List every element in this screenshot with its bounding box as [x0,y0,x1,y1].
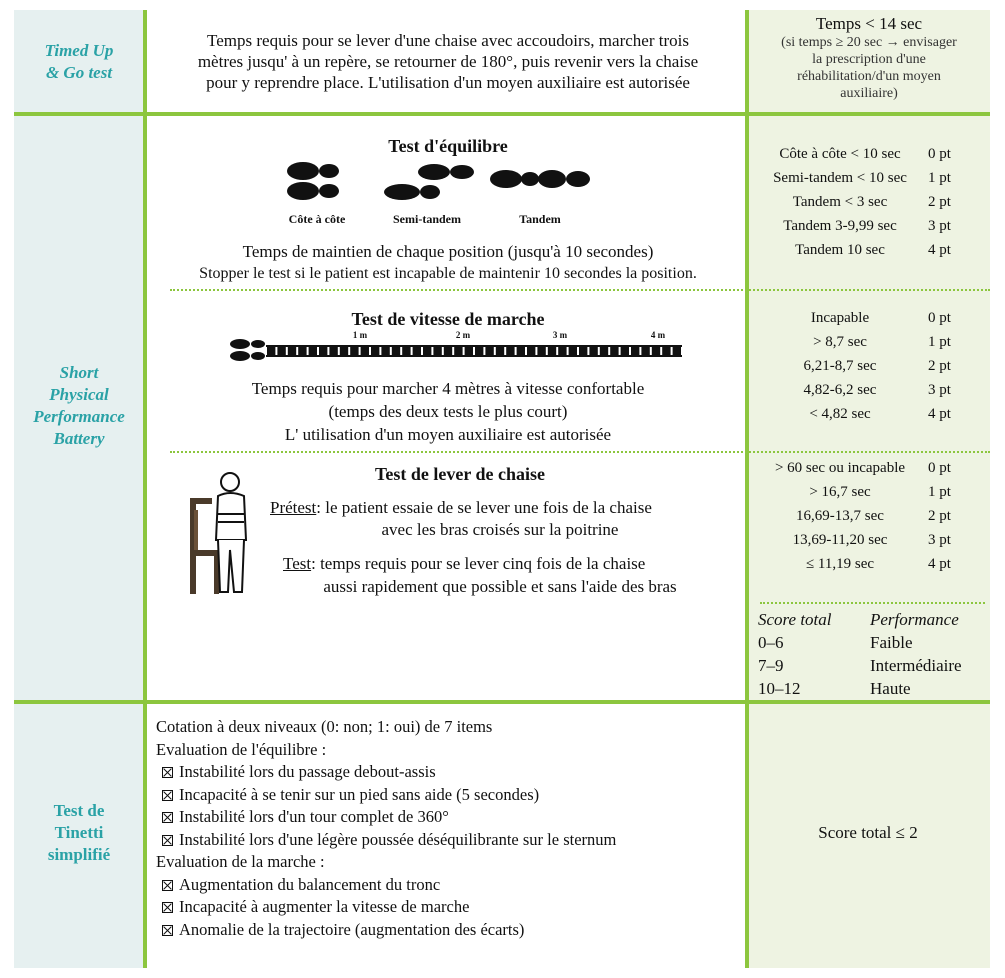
score-criterion: 6,21-8,7 sec [803,358,877,374]
tinetti-balance-heading: Evaluation de l'équilibre : [156,739,327,759]
score-criterion: 16,69-13,7 sec [796,508,884,524]
score-criterion: > 16,7 sec [809,484,871,500]
total-row [758,654,986,677]
balance-score-row [752,238,986,262]
sppb-label-line-4: Battery [53,429,105,448]
item-text: Instabilité lors d'une légère poussée déséquilibrante sur le sternum [179,829,617,849]
checkbox-icon [162,880,173,891]
balance-score-row [752,190,986,214]
position-label-side-by-side: Côte à côte [288,212,346,226]
total-range: 7–9 [758,656,784,675]
chair-test [283,553,743,574]
tinetti-intro: Cotation à deux niveaux (0: non; 1: oui) de 7 items [156,717,493,736]
total-range: 10–12 [758,679,801,698]
tug-desc-line-2: mètres jusqu' à un repère, se retourner de 180°, puis revenir vers la chaise [197,52,699,71]
gait-score-row [752,330,986,354]
tug-desc-line-1: Temps requis pour se lever d'une chaise avec accoudoirs, marcher trois [207,31,689,50]
chair-pretest-line-2: avec les bras croisés sur la poitrine [381,520,619,539]
gait-scores [752,306,986,426]
feet-tandem-icon [488,166,592,192]
feet-side-by-side-icon [285,160,355,202]
gait-score-row [752,354,986,378]
gait-title: Test de vitesse de marche [351,309,545,329]
tug-score [752,14,986,102]
score-criterion: Tandem 10 sec [795,242,885,258]
score-points: 0 pt [928,310,951,326]
ruler-mark-2m: 2 m [455,330,471,340]
score-criterion: 4,82-6,2 sec [803,382,877,398]
score-points: 1 pt [928,484,951,500]
score-criterion: ≤ 11,19 sec [805,556,875,572]
position-label-semi-tandem: Semi-tandem [393,212,461,226]
score-points: 2 pt [928,194,951,210]
tug-label-line-1: Timed Up [44,41,114,60]
score-criterion: > 60 sec ou incapable [774,460,906,476]
tinetti-gait-item [156,919,741,942]
chair-test-line-2: aussi rapidement que possible et sans l'aide des bras [323,577,677,596]
score-criterion: 13,69-11,20 sec [792,532,888,548]
balance-scores [752,142,986,262]
item-text: Instabilité lors du passage debout-assis [179,762,436,781]
tinetti-gait-item [156,874,741,897]
score-points: 3 pt [928,382,951,398]
tinetti-balance-item [156,806,741,829]
gait-line-2: (temps des deux tests le plus court) [328,402,568,421]
tinetti-label-line-1: Test de [53,801,105,820]
score-points: 4 pt [928,406,951,422]
item-text: Incapacité à se tenir sur un pied sans aide (5 secondes) [179,784,540,804]
sppb-label-line-3: Performance [33,407,125,426]
gait-line-3: L' utilisation d'un moyen auxiliaire est autorisée [284,425,612,444]
total-row [758,631,986,654]
balance-score-row [752,214,986,238]
divider-horizontal-1 [14,112,990,116]
test-label: Test [283,554,312,573]
score-points: 4 pt [928,242,951,258]
tinetti-label-line-3: simplifié [47,845,111,864]
chair-score-row [752,552,986,576]
total-col-performance: Performance [870,610,959,629]
tinetti-balance-item [156,784,741,807]
tinetti-label [14,800,144,866]
item-text: Incapacité à augmenter la vitesse de marche [179,897,470,916]
checkbox-icon [162,812,173,823]
tinetti-balance-item [156,829,741,852]
pretest-text-1: : le patient essaie de se lever une fois de la chaise [316,498,652,517]
chair-score-row [752,504,986,528]
tug-desc-line-3: pour y reprendre place. L'utilisation d'un moyen auxiliaire est autorisée [206,73,690,92]
tug-score-title: Temps < 14 sec [815,14,923,33]
balance-score-row [752,142,986,166]
divider-horizontal-2 [14,700,990,704]
checkbox-icon [162,925,173,936]
score-criterion: Tandem 3-9,99 sec [783,218,897,234]
score-points: 3 pt [928,218,951,234]
tug-label [14,40,144,84]
feet-semi-tandem-icon [382,160,478,202]
score-points: 1 pt [928,170,951,186]
dotted-divider-3 [760,602,985,604]
ruler-mark-3m: 3 m [552,330,568,340]
chair-pretest [270,497,740,518]
ruler-mark-4m: 4 m [650,330,666,340]
checkbox-icon [162,902,173,913]
total-performance: Faible [870,633,913,652]
gait-score-row [752,402,986,426]
tug-note-line-1: (si temps ≥ 20 sec → envisager [781,35,957,50]
tinetti-label-line-2: Tinetti [54,823,104,842]
gait-score-row [752,306,986,330]
total-row [758,677,986,700]
tug-note-line-2: la prescription d'une [812,52,926,67]
ruler-mark-1m: 1 m [352,330,368,340]
tinetti-gait-item [156,896,741,919]
score-points: 4 pt [928,556,951,572]
checkbox-icon [162,835,173,846]
score-criterion: Semi-tandem < 10 sec [773,170,907,186]
chair-scores [752,456,986,576]
item-text: Anomalie de la trajectoire (augmentation des écarts) [179,919,525,939]
total-header [758,608,986,631]
sppb-label [14,362,144,450]
total-range: 0–6 [758,633,784,652]
position-label-tandem: Tandem [519,212,561,226]
chair-score-row [752,456,986,480]
sppb-label-line-1: Short [59,363,99,382]
tug-label-line-2: & Go test [45,63,113,82]
tinetti-gait-heading: Evaluation de la marche : [156,852,325,871]
score-points: 0 pt [928,146,951,162]
score-criterion: > 8,7 sec [813,334,867,350]
tug-description [150,30,746,93]
score-criterion: Incapable [810,310,870,326]
total-performance: Intermédiaire [870,656,962,675]
chair-score-row [752,528,986,552]
item-text: Instabilité lors d'un tour complet de 360° [179,807,449,826]
score-criterion: Côte à côte < 10 sec [779,146,901,162]
tinetti-score: Score total ≤ 2 [818,823,918,842]
total-performance: Haute [870,679,911,698]
tinetti-balance-item [156,761,741,784]
item-text: Augmentation du balancement du tronc [179,874,441,894]
chair-title: Test de lever de chaise [375,464,545,484]
tinetti-content [156,716,741,941]
test-text-1: : temps requis pour se lever cinq fois de la chaise [311,554,646,573]
checkbox-icon [162,790,173,801]
score-points: 0 pt [928,460,951,476]
pretest-label: Prétest [270,498,317,517]
total-col-score: Score total [758,610,832,629]
tug-note-line-4: auxiliaire) [840,86,898,101]
score-points: 3 pt [928,532,951,548]
tug-score-note [752,34,986,102]
gait-line-1: Temps requis pour marcher 4 mètres à vitesse confortable [251,379,645,398]
gait-score-row [752,378,986,402]
sppb-label-line-2: Physical [49,385,109,404]
balance-line-2: Stopper le test si le patient est incapable de maintenir 10 secondes la position. [199,265,697,282]
score-criterion: < 4,82 sec [809,406,871,422]
score-points: 2 pt [928,358,951,374]
score-criterion: Tandem < 3 sec [792,194,888,210]
dotted-divider-2 [170,451,990,453]
checkbox-icon [162,767,173,778]
tug-note-line-3: réhabilitation/d'un moyen [797,69,941,84]
person-chair-icon [186,470,258,598]
balance-score-row [752,166,986,190]
score-points: 2 pt [928,508,951,524]
chair-score-row [752,480,986,504]
balance-line-1: Temps de maintien de chaque position (jusqu'à 10 secondes) [242,242,654,261]
sppb-total [758,608,986,700]
dotted-divider-1 [170,289,990,291]
score-points: 1 pt [928,334,951,350]
balance-title: Test d'équilibre [388,136,508,156]
